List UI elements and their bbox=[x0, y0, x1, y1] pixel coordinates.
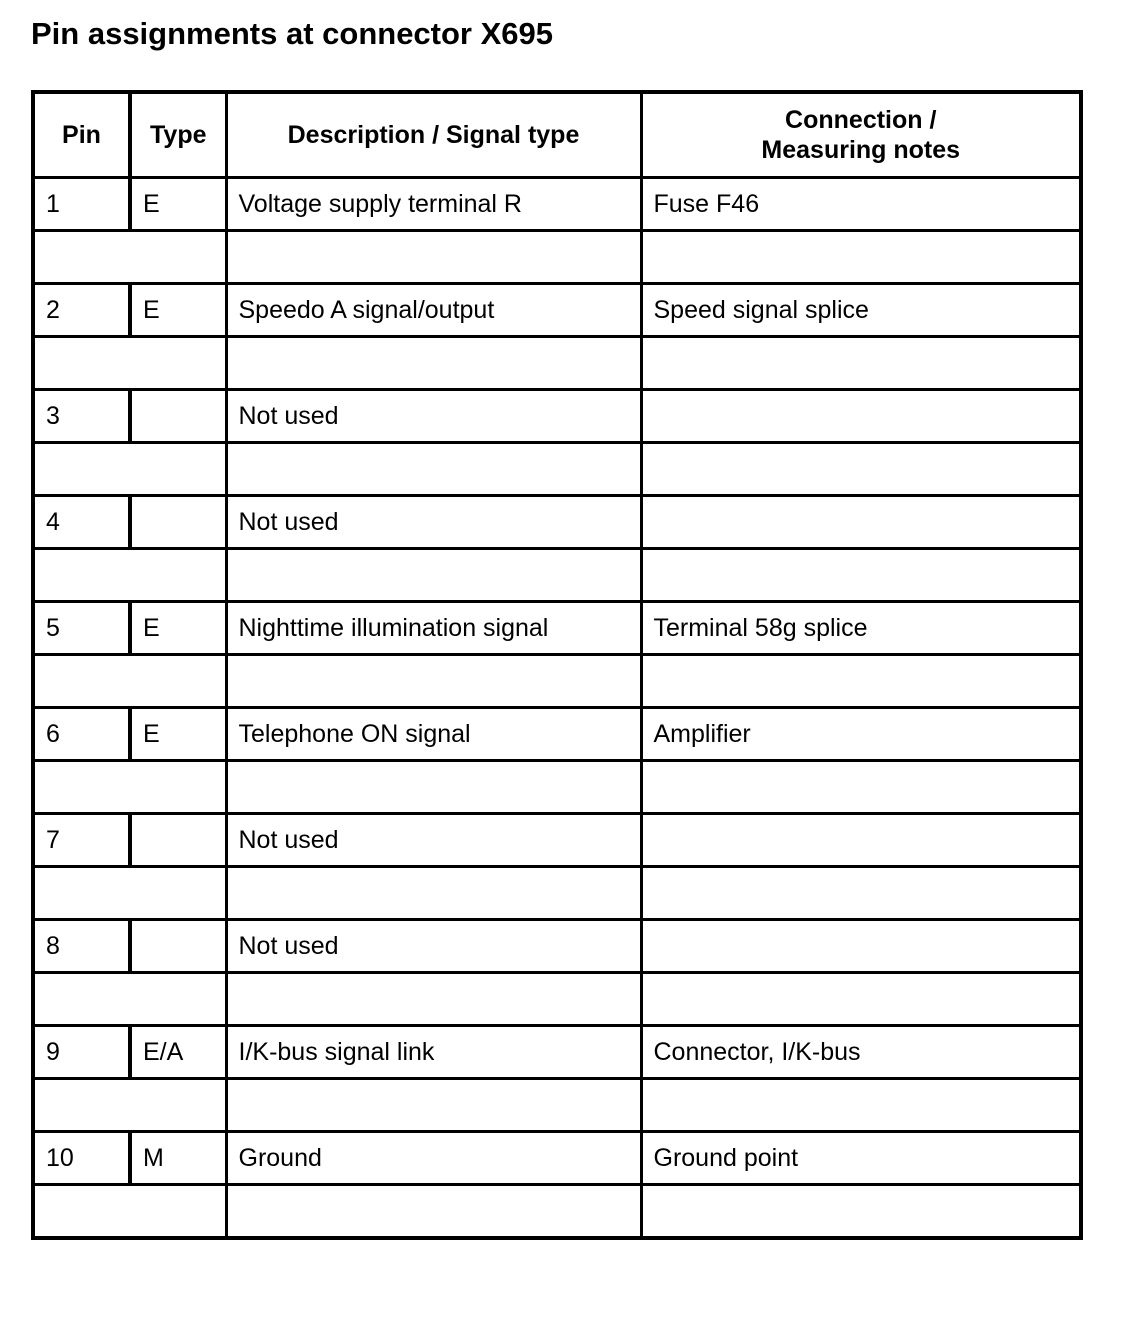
spacer-row bbox=[33, 1185, 1081, 1239]
header-pin: Pin bbox=[33, 92, 130, 178]
pin-type-cell bbox=[130, 390, 226, 443]
spacer-cell bbox=[226, 231, 641, 284]
pin-type-cell: M bbox=[130, 1132, 226, 1185]
spacer-cell bbox=[641, 443, 1081, 496]
pin-connection-cell: Terminal 58g splice bbox=[641, 602, 1081, 655]
spacer-cell bbox=[226, 761, 641, 814]
spacer-row bbox=[33, 1079, 1081, 1132]
table-body bbox=[33, 178, 1081, 1239]
pin-number-cell: 2 bbox=[33, 284, 130, 337]
spacer-cell bbox=[641, 761, 1081, 814]
spacer-cell bbox=[641, 231, 1081, 284]
spacer-row bbox=[33, 973, 1081, 1026]
spacer-row bbox=[33, 443, 1081, 496]
pin-type-cell bbox=[130, 814, 226, 867]
spacer-row bbox=[33, 867, 1081, 920]
pin-type-cell: E bbox=[130, 178, 226, 231]
pin-number-cell: 4 bbox=[33, 496, 130, 549]
spacer-cell bbox=[226, 867, 641, 920]
pin-connection-cell bbox=[641, 814, 1081, 867]
table-row bbox=[33, 178, 1081, 231]
pin-description-cell: Not used bbox=[226, 496, 641, 549]
pin-connection-cell bbox=[641, 496, 1081, 549]
header-type: Type bbox=[130, 92, 226, 178]
spacer-cell bbox=[33, 1079, 226, 1132]
pin-connection-cell: Ground point bbox=[641, 1132, 1081, 1185]
pin-number-cell: 5 bbox=[33, 602, 130, 655]
pin-number-cell: 7 bbox=[33, 814, 130, 867]
pin-type-cell bbox=[130, 496, 226, 549]
header-connection bbox=[641, 92, 1081, 178]
spacer-row bbox=[33, 337, 1081, 390]
spacer-cell bbox=[641, 973, 1081, 1026]
pin-connection-cell bbox=[641, 390, 1081, 443]
spacer-cell bbox=[33, 973, 226, 1026]
pin-type-cell: E bbox=[130, 602, 226, 655]
spacer-cell bbox=[226, 655, 641, 708]
spacer-cell bbox=[226, 443, 641, 496]
pin-number-cell: 3 bbox=[33, 390, 130, 443]
spacer-cell bbox=[33, 337, 226, 390]
pin-number-cell: 1 bbox=[33, 178, 130, 231]
pin-description-cell: Not used bbox=[226, 390, 641, 443]
pin-description-cell: I/K-bus signal link bbox=[226, 1026, 641, 1079]
spacer-cell bbox=[226, 337, 641, 390]
pin-number-cell: 8 bbox=[33, 920, 130, 973]
spacer-cell bbox=[33, 443, 226, 496]
pin-connection-cell: Speed signal splice bbox=[641, 284, 1081, 337]
table-row bbox=[33, 1132, 1081, 1185]
header-connection-line1: Connection / bbox=[785, 106, 937, 134]
table-row bbox=[33, 284, 1081, 337]
spacer-cell bbox=[33, 761, 226, 814]
pin-connection-cell: Amplifier bbox=[641, 708, 1081, 761]
pin-number-cell: 6 bbox=[33, 708, 130, 761]
spacer-cell bbox=[641, 1185, 1081, 1239]
spacer-cell bbox=[33, 1185, 226, 1239]
spacer-row bbox=[33, 655, 1081, 708]
header-description: Description / Signal type bbox=[226, 92, 641, 178]
pin-number-cell: 9 bbox=[33, 1026, 130, 1079]
pin-connection-cell: Fuse F46 bbox=[641, 178, 1081, 231]
pin-description-cell: Speedo A signal/output bbox=[226, 284, 641, 337]
spacer-cell bbox=[641, 867, 1081, 920]
pin-assignment-table bbox=[31, 90, 1083, 1240]
spacer-cell bbox=[226, 973, 641, 1026]
table-row bbox=[33, 496, 1081, 549]
spacer-cell bbox=[33, 655, 226, 708]
pin-description-cell: Telephone ON signal bbox=[226, 708, 641, 761]
pin-connection-cell bbox=[641, 920, 1081, 973]
pin-description-cell: Voltage supply terminal R bbox=[226, 178, 641, 231]
pin-type-cell: E bbox=[130, 284, 226, 337]
pin-description-cell: Ground bbox=[226, 1132, 641, 1185]
table-row bbox=[33, 814, 1081, 867]
pin-type-cell bbox=[130, 920, 226, 973]
pin-type-cell: E/A bbox=[130, 1026, 226, 1079]
pin-description-cell: Not used bbox=[226, 814, 641, 867]
spacer-cell bbox=[33, 231, 226, 284]
table-row bbox=[33, 1026, 1081, 1079]
table-row bbox=[33, 602, 1081, 655]
table-row bbox=[33, 390, 1081, 443]
header-connection-line2: Measuring notes bbox=[761, 136, 961, 164]
spacer-cell bbox=[226, 1079, 641, 1132]
pin-connection-cell: Connector, I/K-bus bbox=[641, 1026, 1081, 1079]
spacer-cell bbox=[226, 1185, 641, 1239]
pin-description-cell: Nighttime illumination signal bbox=[226, 602, 641, 655]
page-title: Pin assignments at connector X695 bbox=[31, 16, 554, 51]
pin-description-cell: Not used bbox=[226, 920, 641, 973]
spacer-row bbox=[33, 549, 1081, 602]
spacer-cell bbox=[33, 549, 226, 602]
table-header-row bbox=[33, 92, 1081, 178]
spacer-cell bbox=[641, 337, 1081, 390]
spacer-cell bbox=[641, 1079, 1081, 1132]
spacer-cell bbox=[226, 549, 641, 602]
table-row bbox=[33, 920, 1081, 973]
pin-number-cell: 10 bbox=[33, 1132, 130, 1185]
table-row bbox=[33, 708, 1081, 761]
spacer-row bbox=[33, 761, 1081, 814]
spacer-cell bbox=[33, 867, 226, 920]
spacer-row bbox=[33, 231, 1081, 284]
pin-type-cell: E bbox=[130, 708, 226, 761]
spacer-cell bbox=[641, 655, 1081, 708]
spacer-cell bbox=[641, 549, 1081, 602]
